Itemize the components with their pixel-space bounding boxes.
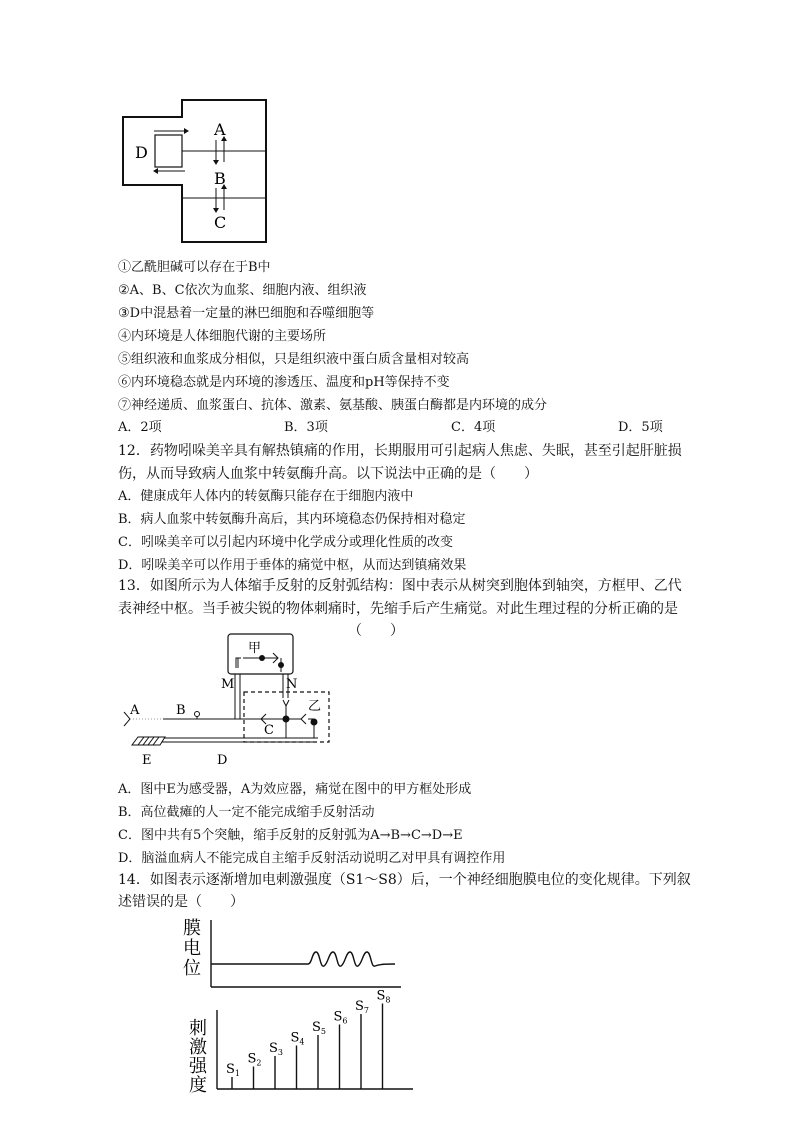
q11-statement-1: ①乙酰胆碱可以存在于B中 [118,260,271,275]
label-d: D [135,143,148,162]
stimulus-label-8: $S_8$ [376,988,391,1005]
q11-option-d: D．5项 [618,420,663,435]
membrane-potential-figure [175,912,425,1098]
q11-statement-7: ⑦神经递质、血浆蛋白、抗体、激素、氨基酸、胰蛋白酶都是内环境的成分 [118,398,548,413]
q11-statement-6: ⑥内环境稳态就是内环境的渗透压、温度和pH等保持不变 [118,375,450,390]
bottom-ylabel-1: 刺 [189,1018,207,1039]
q12-stem-line-1: 12．药物吲哚美辛具有解热镇痛的作用，长期服用可引起病人焦虑、失眠，甚至引起肝脏损 [118,443,682,459]
q11-statement-3: ③D中混悬着一定量的淋巴细胞和吞噬细胞等 [118,306,375,321]
q12-option-b: B．病人血浆中转氨酶升高后，其内环境稳态仍保持相对稳定 [118,512,466,527]
bottom-ylabel-4: 度 [189,1075,207,1096]
body-fluid-diagram [118,96,278,246]
label-b-13: B [176,703,186,718]
top-ylabel-2: 电 [183,938,201,959]
q11-statement-2: ②A、B、C依次为血浆、细胞内液、组织液 [118,283,367,298]
q11-option-c: C．4项 [451,420,496,435]
q12-option-c: C．吲哚美辛可以引起内环境中化学成分或理化性质的改变 [118,535,453,550]
label-c-13: C [264,723,274,738]
label-b: B [214,169,226,188]
stimulus-label-5: $S_5$ [312,1020,326,1036]
bottom-ylabel-2: 激 [189,1037,207,1058]
top-ylabel-3: 位 [183,958,201,979]
q13-stem-line-1: 13．如图所示为人体缩手反射的反射弧结构：图中表示从树突到胞体到轴突，方框甲、乙代 [118,578,682,594]
label-d-13: D [217,753,228,768]
q11-statement-4: ④内环境是人体细胞代谢的主要场所 [118,329,327,344]
stimulus-label-3: $S_3$ [269,1041,283,1057]
q13-stem-line-3: （ ） [348,623,404,639]
label-jia: 甲 [248,641,262,656]
q14-stem-line-2: 述错误的是（ ） [118,894,244,910]
q14-stem-line-1: 14．如图表示逐渐增加电刺激强度（S1～S8）后，一个神经细胞膜电位的变化规律。下列叙 [118,872,691,888]
q11-option-a: A．2项 [118,420,162,435]
membrane-potential-trace [211,952,395,966]
stimulus-subscript-7: 7 [363,1006,369,1015]
bottom-ylabel-3: 强 [189,1056,207,1077]
q11-option-b: B．3项 [284,420,328,435]
stimulus-label-4: $S_4$ [290,1030,305,1047]
stimulus-subscript-8: 8 [385,995,391,1005]
stimulus-label-2: $S_2$ [247,1051,262,1068]
reflex-arc-diagram [118,630,338,770]
q13-stem-line-2: 表神经中枢。当手被尖锐的物体刺痛时，先缩手后产生痛觉。对此生理过程的分析正确的是 [118,601,678,617]
q11-statement-5: ⑤组织液和血浆成分相似，只是组织液中蛋白质含量相对较高 [118,352,470,367]
stimulus-subscript-2: 2 [256,1058,262,1068]
stimulus-label-1: $S_1$ [226,1062,240,1078]
q13-option-b: B．高位截瘫的人一定不能完成缩手反射活动 [118,805,375,820]
stimulus-subscript-5: 5 [320,1027,326,1036]
q12-stem-line-2: 伤，从而导致病人血浆中转氨酶升高。以下说法中正确的是（ ） [118,466,538,482]
stimulus-label-6: $S_6$ [333,1009,348,1026]
stimulus-subscript-1: 1 [234,1069,240,1078]
label-n: N [286,677,298,692]
stimulus-subscript-6: 6 [342,1016,348,1026]
label-e-13: E [142,753,152,768]
stimulus-subscript-4: 4 [299,1037,305,1047]
stimulus-label-7: $S_7$ [355,999,369,1015]
q13-option-a: A．图中E为感受器，A为效应器，痛觉在图中的甲方框处形成 [118,782,472,797]
top-ylabel-1: 膜 [183,918,201,939]
stimulus-subscript-3: 3 [277,1048,283,1057]
label-a: A [214,120,226,139]
label-m: M [221,677,235,692]
label-c: C [214,213,227,232]
q12-option-d: D．吲哚美辛可以作用于垂体的痛觉中枢，从而达到镇痛效果 [118,558,467,573]
q13-option-c: C．图中共有5个突触，缩手反射的反射弧为A→B→C→D→E [118,828,463,843]
q12-option-a: A．健康成年人体内的转氨酶只能存在于细胞内液中 [118,489,414,504]
q13-option-d: D．脑溢血病人不能完成自主缩手反射活动说明乙对甲具有调控作用 [118,851,506,866]
label-yi: 乙 [308,699,322,714]
label-a-13: A [130,703,140,718]
